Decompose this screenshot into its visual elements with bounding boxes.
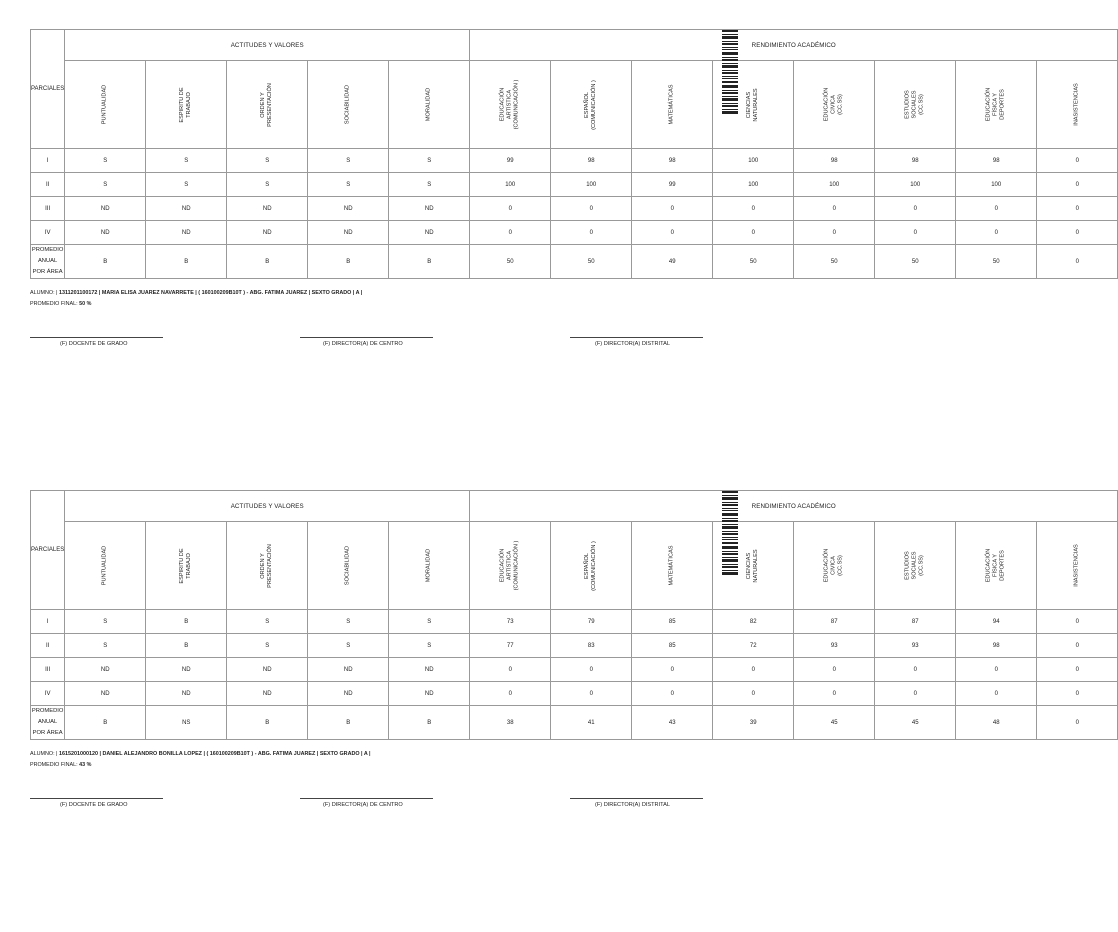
subject-header: ESTUDIOS SOCIALES (CC.SS) [875,522,956,610]
grade-cell: 0 [713,658,794,682]
grade-cell: S [146,149,227,173]
grade-cell: S [308,634,389,658]
grade-cell: 100 [713,173,794,197]
table-row [31,706,1118,740]
grade-cell: B [227,706,308,740]
grade-cell: 50 [713,245,794,279]
grade-cell: 87 [875,610,956,634]
row-label: PROMEDIO ANUAL POR ÁREA [31,245,65,279]
actitudes-group-header: ACTITUDES Y VALORES [65,491,470,522]
grade-cell: B [65,706,146,740]
grade-cell: 0 [875,221,956,245]
rendimiento-group-header: RENDIMIENTO ACADÉMICO [470,491,1118,522]
grade-cell: ND [389,682,470,706]
grade-cell: 45 [875,706,956,740]
grade-cell: 0 [551,197,632,221]
row-label: IV [31,221,65,245]
grade-cell: S [65,149,146,173]
grade-cell: 0 [956,221,1037,245]
final-average: PROMEDIO FINAL: 50 % [30,301,92,307]
grade-cell: 0 [794,658,875,682]
grade-cell: 50 [794,245,875,279]
grade-cell: 98 [551,149,632,173]
grade-cell: ND [389,221,470,245]
grade-cell: 100 [956,173,1037,197]
report-card-1 [0,0,1080,420]
grade-cell: ND [308,658,389,682]
grade-cell: 0 [632,197,713,221]
grade-cell: 100 [875,173,956,197]
subject-header: ESPAÑOL (COMUNICACIÓN ) [551,522,632,610]
subject-header: SOCIABILIDAD [308,522,389,610]
grade-cell: 41 [551,706,632,740]
grade-cell: 0 [875,682,956,706]
signature-label-director-distrital: (F) DIRECTOR(A) DISTRITAL [595,802,670,808]
grade-cell: S [308,173,389,197]
grade-cell: 0 [551,658,632,682]
grade-cell: S [65,634,146,658]
grade-cell: B [146,245,227,279]
grade-cell: 0 [875,658,956,682]
subject-header: CIENCIAS NATURALES [713,61,794,149]
grade-cell: S [227,149,308,173]
grade-cell: 0 [1037,245,1118,279]
grade-cell: 100 [713,149,794,173]
signature-label-director-distrital: (F) DIRECTOR(A) DISTRITAL [595,341,670,347]
grade-cell: S [146,173,227,197]
subject-header: EDUCACIÓN FÍSICA Y DEPORTES [956,522,1037,610]
final-average: PROMEDIO FINAL: 43 % [30,762,92,768]
grade-cell: 0 [470,682,551,706]
subject-header: ESTUDIOS SOCIALES (CC.SS) [875,61,956,149]
grade-cell: 50 [470,245,551,279]
grade-cell: S [227,610,308,634]
grade-cell: 99 [632,173,713,197]
grade-cell: S [389,173,470,197]
grade-cell: B [389,245,470,279]
subject-header: MORALIDAD [389,522,470,610]
subject-header: EDUCACIÓN ARTÍSTICA (COMUNICACIÓN ) [470,61,551,149]
grade-cell: ND [308,682,389,706]
grade-cell: ND [227,197,308,221]
grade-cell: ND [389,658,470,682]
grade-cell: 93 [794,634,875,658]
barcode-icon [722,491,738,575]
grade-cell: 72 [713,634,794,658]
grade-cell: 100 [794,173,875,197]
grade-cell: 98 [956,634,1037,658]
grade-cell: 0 [470,658,551,682]
grade-cell: 45 [794,706,875,740]
grade-cell: 98 [875,149,956,173]
signature-line [570,337,703,338]
grade-cell: B [227,245,308,279]
grade-cell: 0 [956,658,1037,682]
subject-header: EDUCACIÓN FÍSICA Y DEPORTES [956,61,1037,149]
grade-cell: 83 [551,634,632,658]
subject-header: EDUCACIÓN CIVICA (CC.SS) [794,522,875,610]
grade-cell: 94 [956,610,1037,634]
table-row [31,245,1118,279]
subject-header: ORDEN Y PRESENTACIÓN [227,61,308,149]
grade-cell: S [389,149,470,173]
grade-cell: 0 [794,197,875,221]
row-label: III [31,197,65,221]
grade-cell: ND [227,658,308,682]
grade-cell: 0 [1037,197,1118,221]
grade-cell: ND [146,682,227,706]
grade-cell: 43 [632,706,713,740]
grade-cell: 79 [551,610,632,634]
grade-cell: 0 [956,197,1037,221]
grade-cell: 0 [1037,221,1118,245]
grade-cell: 0 [551,221,632,245]
signature-line [30,337,163,338]
subject-header: MATEMÁTICAS [632,61,713,149]
row-label: III [31,658,65,682]
grade-cell: 85 [632,610,713,634]
grade-cell: S [308,610,389,634]
grade-cell: 98 [794,149,875,173]
grade-cell: ND [146,658,227,682]
actitudes-group-header: ACTITUDES Y VALORES [65,30,470,61]
student-info: ALUMNO: | 1615201000120 | DANIEL ALEJANDRO BONILLA LOPEZ | ( 160100209B10T ) - ABG. FATIMA JUAREZ | SEXTO GRADO | A | [30,751,371,757]
grade-cell: 0 [794,221,875,245]
grade-cell: S [65,610,146,634]
table-row [31,658,1118,682]
grade-cell: 77 [470,634,551,658]
student-info: ALUMNO: | 1311201100172 | MARIA ELISA JUAREZ NAVARRETE | ( 160100209B10T ) - ABG. FATIMA JUAREZ | SEXTO GRADO | A | [30,290,363,296]
grade-cell: ND [389,197,470,221]
row-label: I [31,149,65,173]
grade-cell: ND [146,197,227,221]
table-row [31,682,1118,706]
subject-header: PUNTUALIDAD [65,61,146,149]
signature-line [300,337,433,338]
grade-cell: 0 [470,221,551,245]
grade-cell: B [146,634,227,658]
grade-cell: S [227,173,308,197]
grade-cell: 0 [470,197,551,221]
grade-cell: 0 [1037,658,1118,682]
grade-cell: B [308,245,389,279]
rendimiento-group-header: RENDIMIENTO ACADÉMICO [470,30,1118,61]
grade-cell: 100 [551,173,632,197]
subject-header: PUNTUALIDAD [65,522,146,610]
signature-label-docente: (F) DOCENTE DE GRADO [60,802,128,808]
grade-cell: ND [65,658,146,682]
subject-header: SOCIABILIDAD [308,61,389,149]
grade-cell: 0 [632,658,713,682]
grade-cell: 100 [470,173,551,197]
grade-cell: 49 [632,245,713,279]
table-row [31,197,1118,221]
grade-cell: 0 [956,682,1037,706]
table-row [31,173,1118,197]
grade-cell: 50 [551,245,632,279]
subject-header: EDUCACIÓN CIVICA (CC.SS) [794,61,875,149]
grade-cell: 98 [632,149,713,173]
grade-cell: 0 [875,197,956,221]
table-row [31,221,1118,245]
grade-cell: NS [146,706,227,740]
grade-cell: 93 [875,634,956,658]
signature-line [30,798,163,799]
grades-table [30,490,1118,740]
signature-line [300,798,433,799]
parciales-header: PARCIALES [31,30,65,149]
grade-cell: 87 [794,610,875,634]
grade-cell: B [308,706,389,740]
signature-line [570,798,703,799]
report-card-2 [0,461,1080,881]
row-label: IV [31,682,65,706]
grade-cell: 50 [956,245,1037,279]
grade-cell: S [308,149,389,173]
grade-cell: 0 [632,682,713,706]
grade-cell: 0 [1037,149,1118,173]
subject-header: MORALIDAD [389,61,470,149]
row-label: I [31,610,65,634]
signature-label-docente: (F) DOCENTE DE GRADO [60,341,128,347]
grade-cell: ND [146,221,227,245]
grade-cell: S [389,610,470,634]
grade-cell: 99 [470,149,551,173]
subject-header: MATEMÁTICAS [632,522,713,610]
grade-cell: 85 [632,634,713,658]
grade-cell: 73 [470,610,551,634]
row-label: II [31,173,65,197]
barcode-icon [722,30,738,114]
grade-cell: 0 [1037,706,1118,740]
grade-cell: 48 [956,706,1037,740]
subject-header: INASISTENCIAS [1037,61,1118,149]
subject-header: EDUCACIÓN ARTÍSTICA (COMUNICACIÓN ) [470,522,551,610]
grade-cell: 0 [1037,173,1118,197]
grade-cell: 0 [1037,634,1118,658]
grade-cell: ND [308,221,389,245]
subject-header: ESPIRITU DE TRABAJO [146,522,227,610]
subject-header: ESPAÑOL (COMUNICACIÓN ) [551,61,632,149]
grade-cell: 82 [713,610,794,634]
grade-cell: 0 [713,221,794,245]
grade-cell: 0 [1037,610,1118,634]
subject-header: INASISTENCIAS [1037,522,1118,610]
grade-cell: ND [65,682,146,706]
grade-cell: 0 [1037,682,1118,706]
grade-cell: 0 [551,682,632,706]
grade-cell: ND [227,221,308,245]
grade-cell: S [65,173,146,197]
grade-cell: 39 [713,706,794,740]
grade-cell: 98 [956,149,1037,173]
subject-header: ORDEN Y PRESENTACIÓN [227,522,308,610]
signature-label-director-centro: (F) DIRECTOR(A) DE CENTRO [323,341,403,347]
grade-cell: 50 [875,245,956,279]
table-row [31,634,1118,658]
grade-cell: B [65,245,146,279]
grade-cell: B [389,706,470,740]
grade-cell: 38 [470,706,551,740]
grades-table [30,29,1118,279]
parciales-header: PARCIALES [31,491,65,610]
subject-header: ESPIRITU DE TRABAJO [146,61,227,149]
signature-label-director-centro: (F) DIRECTOR(A) DE CENTRO [323,802,403,808]
grade-cell: B [146,610,227,634]
grade-cell: ND [65,197,146,221]
table-row [31,610,1118,634]
grade-cell: 0 [632,221,713,245]
grade-cell: ND [65,221,146,245]
grade-cell: ND [227,682,308,706]
row-label: II [31,634,65,658]
grade-cell: 0 [713,682,794,706]
subject-header: CIENCIAS NATURALES [713,522,794,610]
grade-cell: S [227,634,308,658]
grade-cell: S [389,634,470,658]
table-row [31,149,1118,173]
grade-cell: ND [308,197,389,221]
grade-cell: 0 [794,682,875,706]
grade-cell: 0 [713,197,794,221]
row-label: PROMEDIO ANUAL POR ÁREA [31,706,65,740]
